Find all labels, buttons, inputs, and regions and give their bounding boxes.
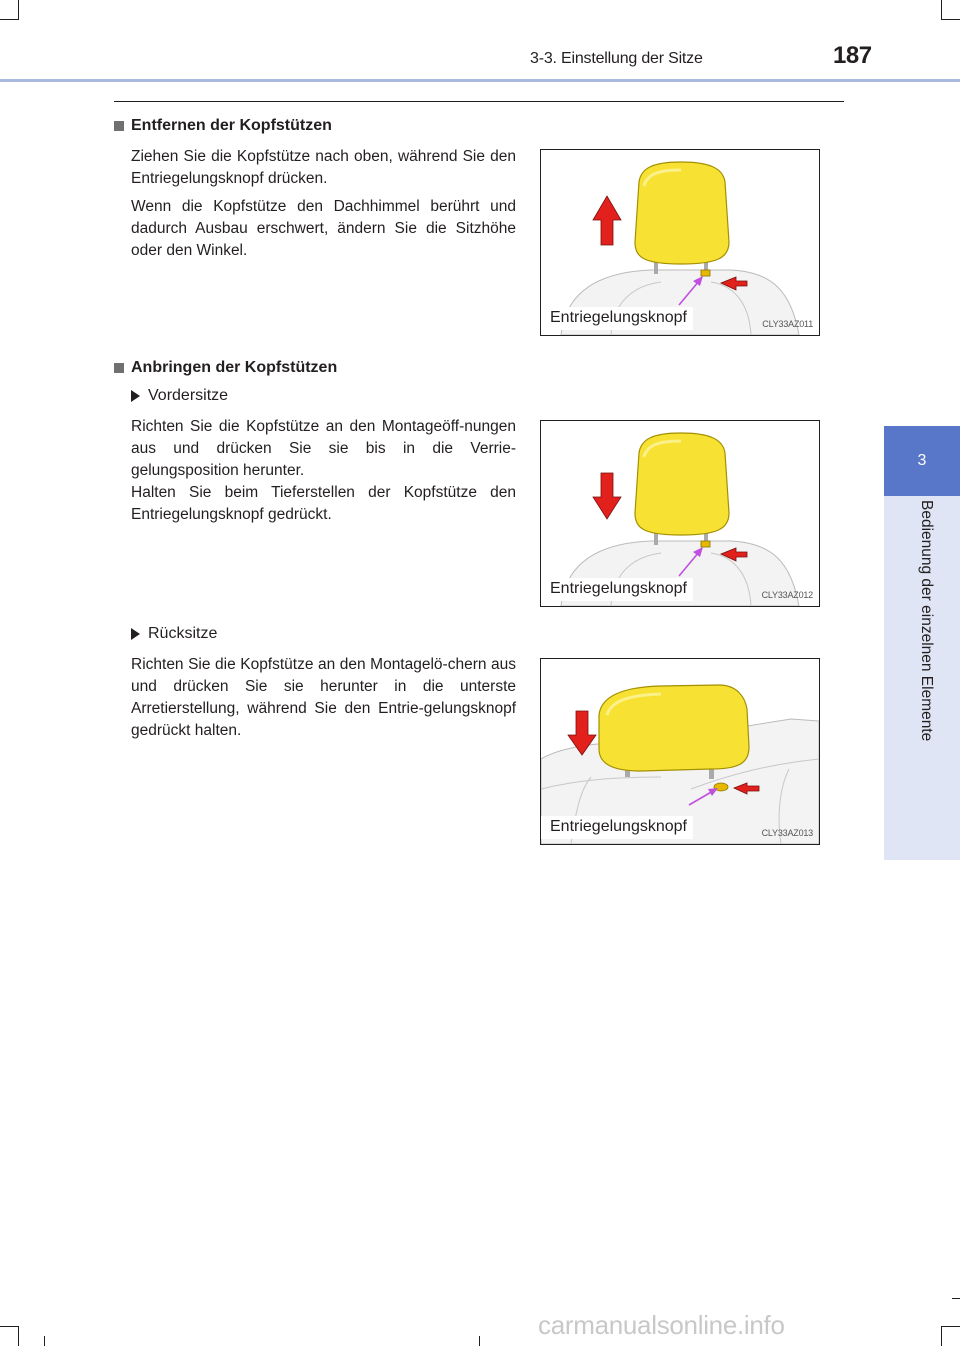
figure-callout-label: Entriegelungsknopf xyxy=(541,307,693,330)
crop-mark xyxy=(18,0,19,20)
figure-front-headrest-remove xyxy=(540,149,820,336)
content-divider xyxy=(114,101,844,102)
crop-mark xyxy=(941,1326,942,1346)
figure-callout-label: Entriegelungsknopf xyxy=(541,578,693,601)
sub-item-label: Rücksitze xyxy=(148,625,218,642)
figure-code: CLY33AZ013 xyxy=(761,828,813,838)
paragraph: Richten Sie die Kopfstütze an den Montagelö-chern aus und drücken Sie sie herunter in die unterste Arretierstellung, während Sie den Entrie-gelungsknopf gedrückt halten. xyxy=(131,656,516,739)
page-number: 187 xyxy=(833,42,872,69)
crop-mark xyxy=(942,1326,960,1327)
figure-rear-headrest-install xyxy=(540,658,820,845)
crop-mark xyxy=(479,1336,480,1346)
triangle-bullet-icon xyxy=(131,628,140,640)
paragraph: Richten Sie die Kopfstütze an den Montageöff-nungen aus und drücken Sie sie bis in die Verrie-gelungsposition herunter. Halten Sie beim Tieferstellen der Kopfstütze den Entriegelungsknopf gedrückt. xyxy=(131,418,516,523)
chapter-title: Bedienung der einzelnen Elemente xyxy=(918,500,935,742)
section-heading-text: Anbringen der Kopfstützen xyxy=(131,359,338,376)
figure-code: CLY33AZ011 xyxy=(762,319,813,329)
crop-mark xyxy=(942,19,960,20)
chapter-tab xyxy=(884,426,960,496)
figure-front-headrest-install xyxy=(540,420,820,607)
sub-item-rear-seats xyxy=(131,625,217,643)
chapter-number: 3 xyxy=(917,452,927,469)
section-heading xyxy=(114,359,337,377)
crop-mark xyxy=(18,1326,19,1346)
crop-mark xyxy=(941,0,942,20)
section-title: 3-3. Einstellung der Sitze xyxy=(530,50,703,67)
crop-mark xyxy=(0,1326,18,1327)
figure-code: CLY33AZ012 xyxy=(761,590,813,600)
square-bullet-icon xyxy=(114,363,124,373)
sub-item-label: Vordersitze xyxy=(148,387,229,404)
header-rule xyxy=(0,79,960,82)
square-bullet-icon xyxy=(114,121,124,131)
figure-callout-label: Entriegelungsknopf xyxy=(541,816,693,839)
crop-mark xyxy=(952,1298,960,1299)
section-heading xyxy=(114,117,332,135)
sub-item-front-seats xyxy=(131,387,228,405)
section-heading-text: Entfernen der Kopfstützen xyxy=(131,117,332,134)
crop-mark xyxy=(0,19,18,20)
watermark: carmanualsonline.info xyxy=(538,1310,785,1340)
crop-mark xyxy=(44,1336,45,1346)
paragraph: Wenn die Kopfstütze den Dachhimmel berührt und dadurch Ausbau erschwert, ändern Sie die Sitzhöhe oder den Winkel. xyxy=(131,198,516,259)
triangle-bullet-icon xyxy=(131,390,140,402)
paragraph: Ziehen Sie die Kopfstütze nach oben, während Sie den Entriegelungsknopf drücken. xyxy=(131,148,516,187)
